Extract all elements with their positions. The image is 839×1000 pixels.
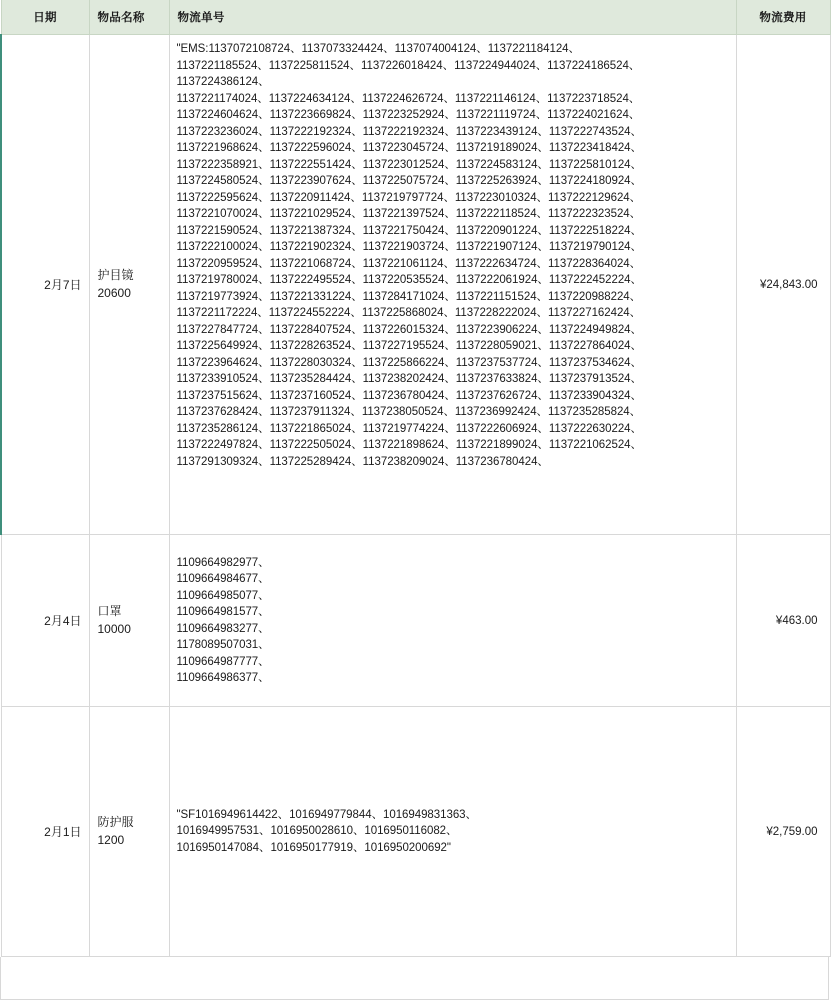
cell-item-name[interactable] bbox=[89, 535, 169, 707]
column-header-item: 物品名称 bbox=[89, 0, 169, 35]
cell-logistics-fee[interactable]: ¥463.00 bbox=[736, 535, 830, 707]
tracking-line: 1137222497824、1137222505024、1137221898624、1137221899024、1137221062524、 bbox=[176, 439, 642, 451]
table-body bbox=[1, 35, 830, 957]
column-header-fee: 物流费用 bbox=[736, 0, 830, 35]
tracking-line: 1137221174024、1137224634124、1137224626724、1137221146124、1137223718524、 bbox=[176, 92, 641, 105]
cell-date[interactable]: 2月7日 bbox=[1, 35, 89, 535]
item-name: 护目镜 bbox=[97, 268, 134, 283]
tracking-line: 1137227847724、1137228407524、1137226015324、1137223906224、1137224949824、 bbox=[176, 323, 642, 336]
cell-tracking-numbers[interactable] bbox=[169, 35, 736, 535]
tracking-line: 1137220959524、1137221068724、1137221061124、1137222634724、1137228364024、 bbox=[176, 257, 642, 270]
tracking-line: 1137219773924、1137221331224、1137284171024、1137221151524、1137220988224、 bbox=[176, 290, 642, 303]
tracking-line: 1109664984677、 bbox=[176, 573, 270, 585]
table-row[interactable] bbox=[1, 707, 830, 957]
tracking-line: 1137222595624、1137220911424、1137219797724、1137223010324、1137222129624、 bbox=[176, 191, 642, 204]
tracking-line: 1137233910524、1137235284424、1137238202424、1137237633824、1137237913524、 bbox=[176, 373, 642, 385]
tracking-line: 1137221590524、1137221387324、1137221750424、1137220901224、1137222518224、 bbox=[176, 224, 642, 237]
tracking-line: 1137221172224、1137224552224、1137225868024、1137228222024、1137227162424、 bbox=[176, 307, 642, 319]
tracking-line: "EMS:1137072108724、1137073324424、1137074004124、1137221184124、 bbox=[176, 43, 580, 55]
empty-area-below-table bbox=[0, 957, 829, 1000]
table-row[interactable] bbox=[1, 535, 830, 707]
cell-item-name[interactable] bbox=[89, 707, 169, 957]
tracking-line: 1109664981577、 bbox=[176, 606, 270, 618]
column-header-tracking: 物流单号 bbox=[169, 0, 736, 35]
tracking-line: 1137235286124、1137221865024、1137219774224、1137222606924、1137222630224、 bbox=[176, 422, 642, 435]
item-name: 口罩 bbox=[97, 604, 122, 619]
cell-date[interactable]: 2月4日 bbox=[1, 535, 89, 707]
tracking-line: 1178089507031、 bbox=[176, 639, 270, 651]
table-header bbox=[1, 0, 830, 35]
column-header-date: 日期 bbox=[1, 0, 89, 35]
tracking-line: "SF1016949614422、1016949779844、1016949831363、 bbox=[176, 808, 477, 821]
item-quantity: 20600 bbox=[97, 285, 131, 300]
cell-item-name[interactable] bbox=[89, 35, 169, 535]
tracking-line: 1109664986377、 bbox=[176, 672, 270, 684]
tracking-line: 1137223236024、1137222192324、1137222192324、1137223439124、1137222743524、 bbox=[176, 125, 642, 138]
cell-logistics-fee[interactable]: ¥2,759.00 bbox=[736, 707, 830, 957]
item-quantity: 10000 bbox=[97, 621, 131, 636]
tracking-line: 1016949957531、1016950028610、1016950116082、 bbox=[176, 825, 458, 838]
tracking-line: 1109664987777、 bbox=[176, 655, 270, 668]
tracking-line: 1137225649924、1137228263524、1137227195524、1137228059021、1137227864024、 bbox=[176, 340, 642, 352]
tracking-line: 1137221968624、1137222596024、1137223045724、1137219189024、1137223418424、 bbox=[176, 142, 642, 154]
table-row[interactable] bbox=[1, 35, 830, 535]
tracking-line: 1137221185524、1137225811524、1137226018424、1137224944024、1137224186524、 bbox=[176, 59, 641, 72]
tracking-line: 1137222100024、1137221902324、1137221903724、1137221907124、1137219790124、 bbox=[176, 241, 642, 253]
cell-tracking-numbers[interactable] bbox=[169, 707, 736, 957]
tracking-line: 1137222358921、1137222551424、1137223012524、1137224583124、1137225810124、 bbox=[176, 158, 642, 171]
tracking-line: 1137224386124、 bbox=[176, 76, 270, 88]
tracking-line: 1137291309324、1137225289424、1137238209024、1137236780424、 bbox=[176, 455, 549, 468]
tracking-line: 1137224580524、1137223907624、1137225075724、1137225263924、1137224180924、 bbox=[176, 175, 642, 187]
tracking-line: 1109664982977、 bbox=[176, 556, 270, 569]
cell-logistics-fee[interactable]: ¥24,843.00 bbox=[736, 35, 830, 535]
cell-date[interactable]: 2月1日 bbox=[1, 707, 89, 957]
tracking-line: 1137237515624、1137237160524、1137236780424、1137237626724、1137233904324、 bbox=[176, 389, 642, 402]
tracking-line: 1137219780024、1137222495524、1137220535524、1137222061924、1137222452224、 bbox=[176, 274, 642, 286]
tracking-line: 1016950147084、1016950177919、1016950200692" bbox=[176, 841, 451, 854]
cell-tracking-numbers[interactable] bbox=[169, 535, 736, 707]
tracking-line: 1137224604624、1137223669824、1137223252924、1137221119724、1137224021624、 bbox=[176, 109, 641, 121]
tracking-line: 1137237628424、1137237911324、1137238050524、1137236992424、1137235285824、 bbox=[176, 406, 642, 418]
item-name: 防护服 bbox=[97, 815, 134, 830]
header-row bbox=[1, 0, 830, 35]
tracking-line: 1109664983277、 bbox=[176, 622, 270, 635]
tracking-line: 1137223964624、1137228030324、1137225866224、1137237537724、1137237534624、 bbox=[176, 356, 642, 369]
item-quantity: 1200 bbox=[97, 832, 125, 847]
tracking-line: 1109664985077、 bbox=[176, 589, 270, 602]
tracking-line: 1137221070024、1137221029524、1137221397524、1137222118524、1137222323524、 bbox=[176, 208, 642, 220]
